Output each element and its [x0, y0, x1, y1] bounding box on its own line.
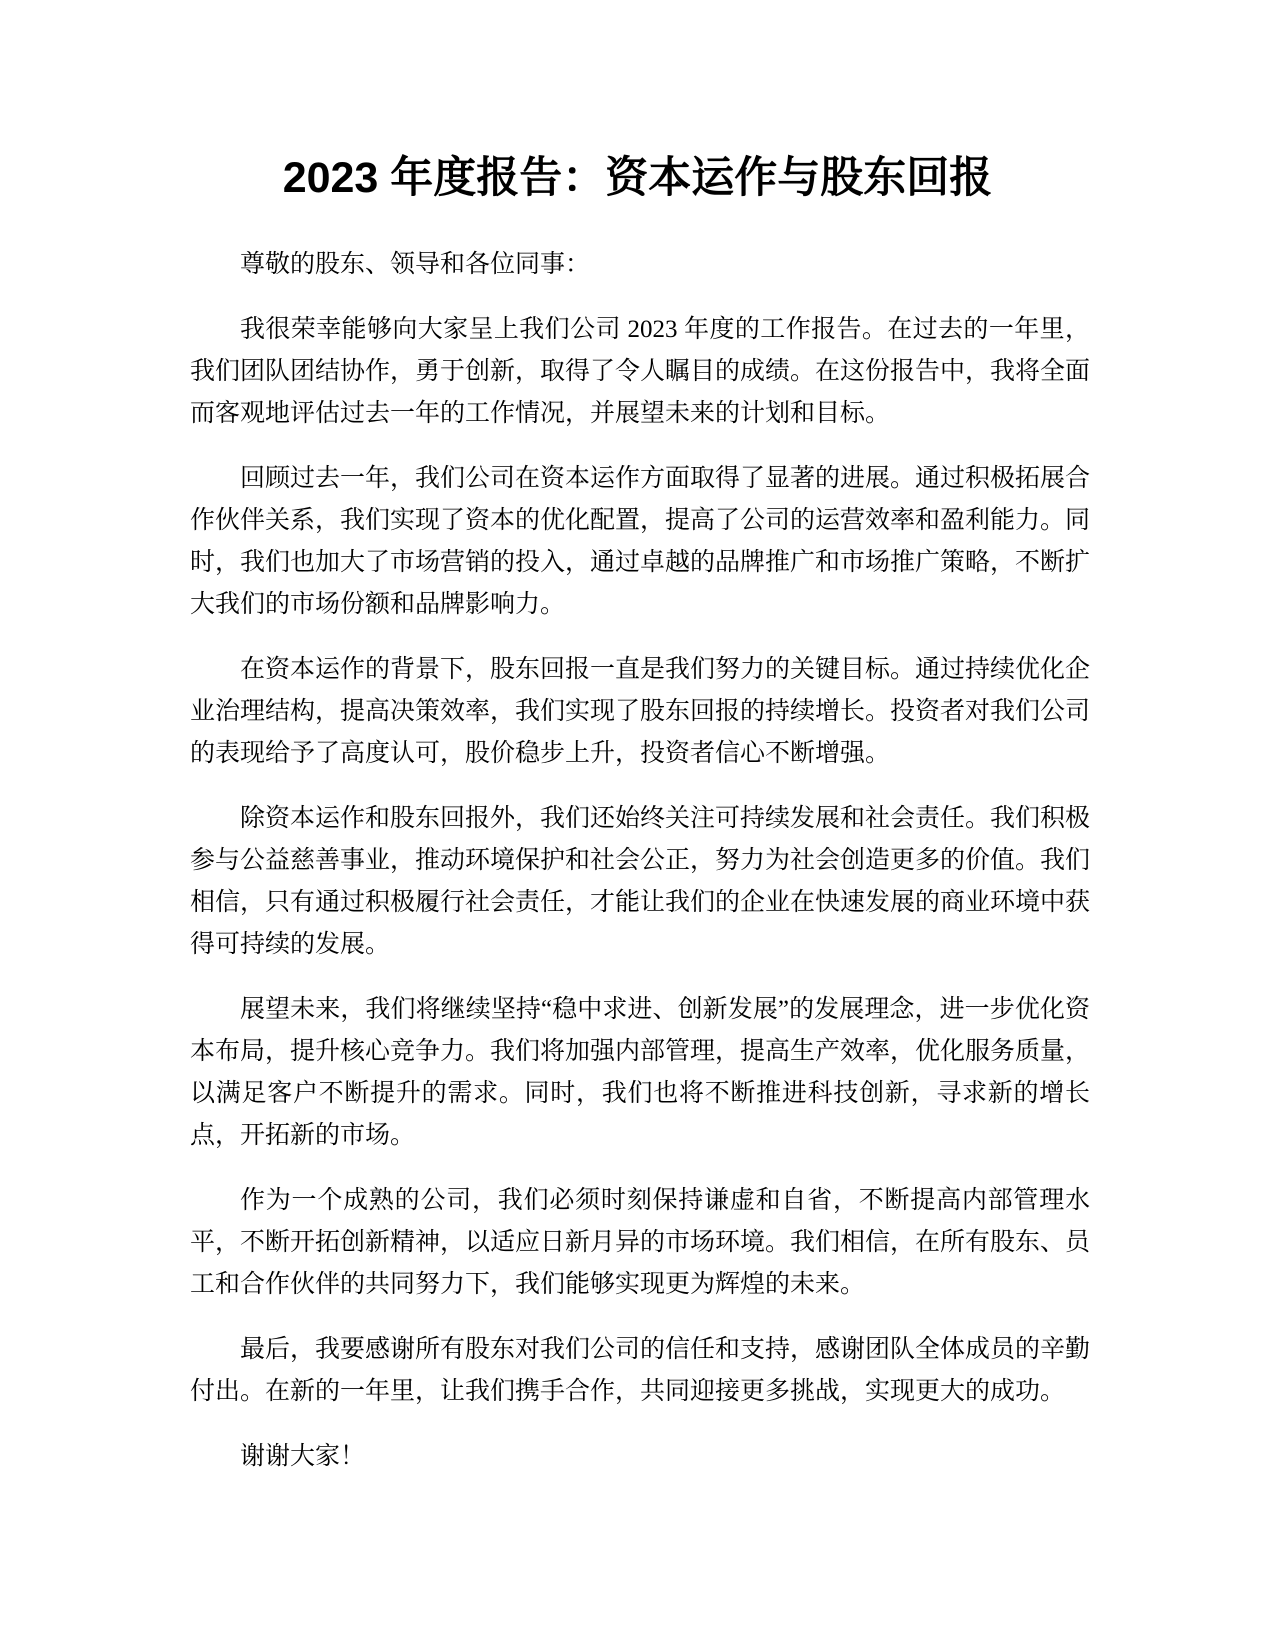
closing: 谢谢大家！ [240, 1443, 366, 1470]
paragraph-capital-operations: 回顾过去一年，我们公司在资本运作方面取得了显著的进展。通过积极拓展合作伙伴关系，我们实现了资本的优化配置，提高了公司的运营效率和盈利能力。同时，我们也加大了市场营销的投入，通过卓越的品牌推广和市场推广策略，不断扩大我们的市场份额和品牌影响力。 [190, 465, 1091, 618]
paragraph-social-responsibility: 除资本运作和股东回报外，我们还始终关注可持续发展和社会责任。我们积极参与公益慈善事业，推动环境保护和社会公正，努力为社会创造更多的价值。我们相信，只有通过积极履行社会责任，才能让我们的企业在快速发展的商业环境中获得可持续的发展。 [190, 805, 1091, 958]
paragraph-shareholder-returns: 在资本运作的背景下，股东回报一直是我们努力的关键目标。通过持续优化企业治理结构，提高决策效率，我们实现了股东回报的持续增长。投资者对我们公司的表现给予了高度认可，股价稳步上升，投资者信心不断增强。 [190, 656, 1091, 767]
salutation: 尊敬的股东、领导和各位同事： [240, 251, 591, 278]
page-title: 2023 年度报告：资本运作与股东回报 [282, 154, 993, 202]
document-body [190, 244, 1090, 1501]
paragraph-intro: 我很荣幸能够向大家呈上我们公司 2023 年度的工作报告。在过去的一年里，我们团队团结协作，勇于创新，取得了令人瞩目的成绩。在这份报告中，我将全面而客观地评估过去一年的工作情况，并展望未来的计划和目标。 [190, 316, 1091, 427]
paragraph-thanks: 最后，我要感谢所有股东对我们公司的信任和支持，感谢团队全体成员的辛勤付出。在新的一年里，让我们携手合作，共同迎接更多挑战，实现更大的成功。 [190, 1336, 1091, 1405]
paragraph-outlook: 展望未来，我们将继续坚持“稳中求进、创新发展”的发展理念，进一步优化资本布局，提升核心竞争力。我们将加强内部管理，提高生产效率，优化服务质量，以满足客户不断提升的需求。同时，我们也将不断推进科技创新，寻求新的增长点，开拓新的市场。 [190, 996, 1091, 1149]
paragraph-self-reflection: 作为一个成熟的公司，我们必须时刻保持谦虚和自省，不断提高内部管理水平，不断开拓创新精神，以适应日新月异的市场环境。我们相信，在所有股东、员工和合作伙伴的共同努力下，我们能够实现更为辉煌的未来。 [190, 1187, 1091, 1298]
